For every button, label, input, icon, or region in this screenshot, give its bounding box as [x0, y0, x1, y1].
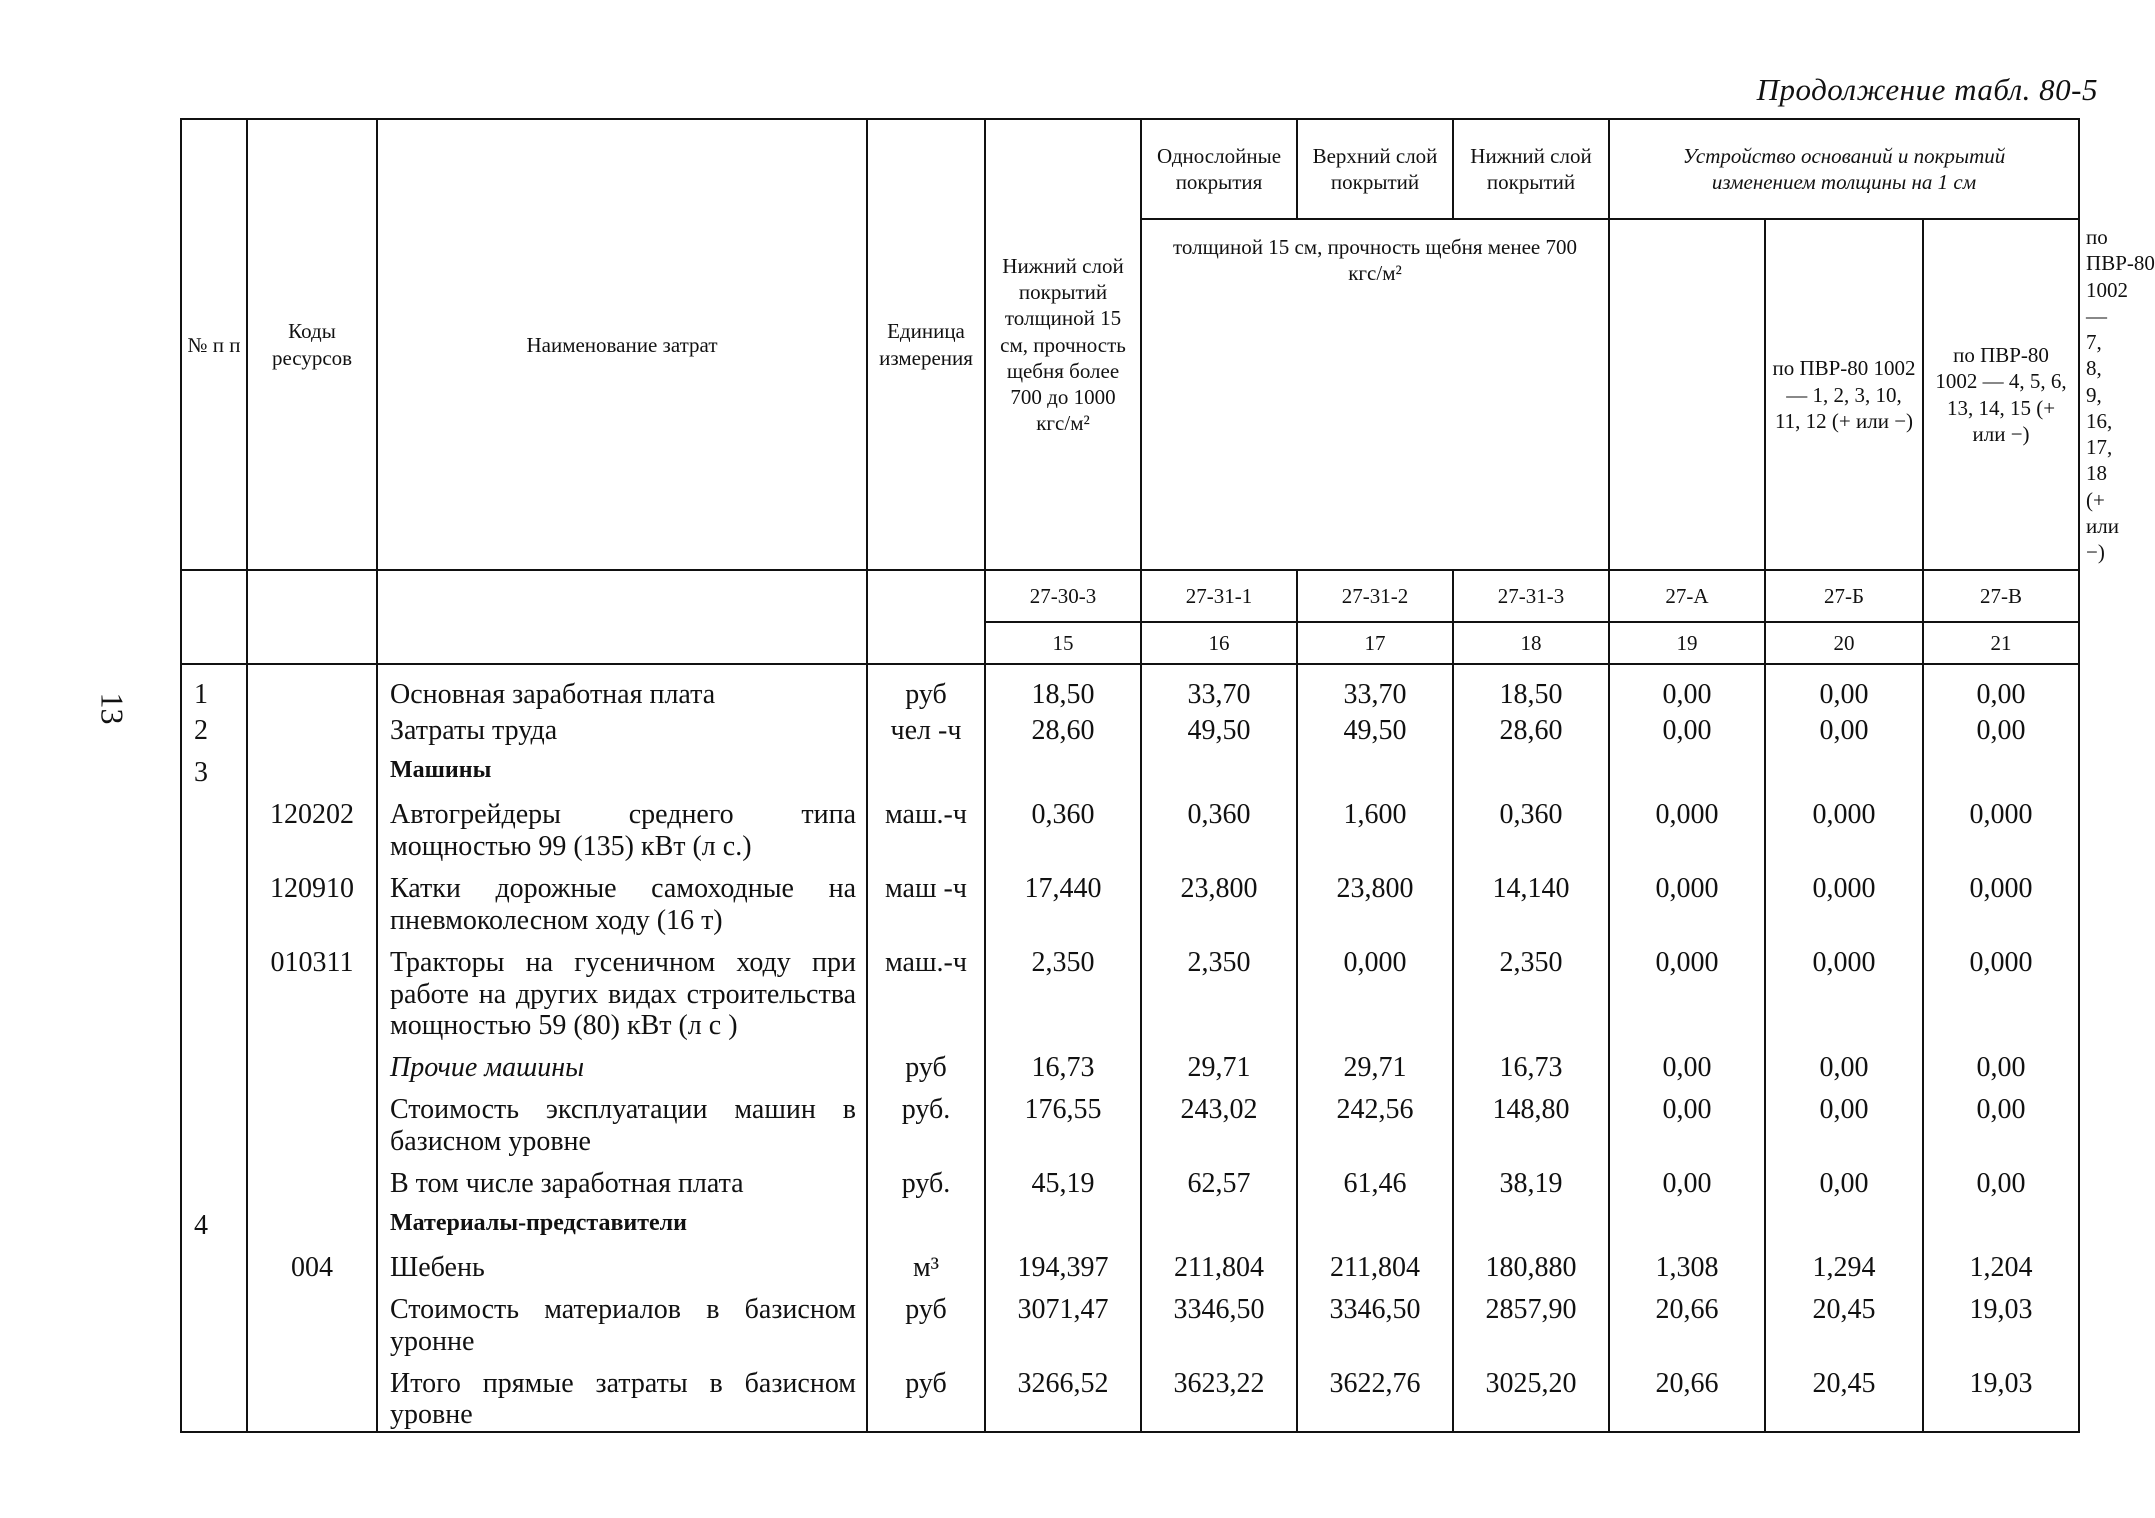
value-col-19: 0,00 [1609, 1158, 1765, 1200]
value-col-16: 33,70 [1141, 664, 1297, 711]
value-col-21: 1,204 [1923, 1242, 2079, 1284]
value-col-19: 0,00 [1609, 711, 1765, 747]
resource-code [247, 747, 377, 789]
filler-cell [1765, 1431, 1923, 1432]
table-row [181, 664, 2079, 711]
header-colnum-20: 20 [1765, 622, 1923, 664]
value-col-18: 18,50 [1453, 664, 1609, 711]
value-col-18 [1453, 747, 1609, 789]
value-col-20: 0,000 [1765, 937, 1923, 1043]
value-col-20: 0,00 [1765, 1084, 1923, 1158]
value-col-15: 45,19 [985, 1158, 1141, 1200]
value-col-17: 0,000 [1297, 937, 1453, 1043]
cost-name: Тракторы на гусеничном ходу при работе на других видах строительства мощностью 59 (80) кВт (л с ) [377, 937, 867, 1043]
value-col-18: 2,350 [1453, 937, 1609, 1043]
header-colnum-15: 15 [985, 622, 1141, 664]
unit: маш.-ч [867, 937, 985, 1043]
page-number: 13 [94, 692, 131, 725]
table-row [181, 1158, 2079, 1200]
value-col-18: 38,19 [1453, 1158, 1609, 1200]
value-col-15: 176,55 [985, 1084, 1141, 1158]
resource-code [247, 1084, 377, 1158]
value-col-21: 0,000 [1923, 937, 2079, 1043]
unit [867, 1200, 985, 1242]
value-col-18 [1453, 1200, 1609, 1242]
value-col-16 [1141, 747, 1297, 789]
unit: руб [867, 1284, 985, 1358]
unit: руб. [867, 1158, 985, 1200]
filler-cell [1141, 1431, 1297, 1432]
value-col-16: 23,800 [1141, 863, 1297, 937]
table-row [181, 1358, 2079, 1432]
value-col-18: 0,360 [1453, 789, 1609, 863]
value-col-21: 0,00 [1923, 1158, 2079, 1200]
cost-name: Катки дорожные самоходные на пневмоколесном ходу (16 т) [377, 863, 867, 937]
filler-cell [867, 1431, 985, 1432]
value-col-18: 28,60 [1453, 711, 1609, 747]
value-col-17: 61,46 [1297, 1158, 1453, 1200]
header-colnum-19: 19 [1609, 622, 1765, 664]
value-col-16: 211,804 [1141, 1242, 1297, 1284]
value-col-19: 0,000 [1609, 937, 1765, 1043]
resource-code [247, 1358, 377, 1432]
value-col-15: 3266,52 [985, 1358, 1141, 1432]
filler-cell [247, 1431, 377, 1432]
unit: руб [867, 1042, 985, 1084]
filler-row [181, 1431, 2079, 1432]
header-unit-cont [867, 570, 985, 664]
value-col-17: 1,600 [1297, 789, 1453, 863]
value-col-17: 211,804 [1297, 1242, 1453, 1284]
value-col-18: 16,73 [1453, 1042, 1609, 1084]
unit [867, 747, 985, 789]
value-col-21: 0,00 [1923, 711, 2079, 747]
header-name-cont [377, 570, 867, 664]
value-col-16: 3346,50 [1141, 1284, 1297, 1358]
value-col-15 [985, 747, 1141, 789]
resource-code [247, 664, 377, 711]
row-number [181, 937, 247, 1043]
filler-cell [1923, 1431, 2079, 1432]
value-col-17: 33,70 [1297, 664, 1453, 711]
table-row [181, 863, 2079, 937]
resource-code [247, 1158, 377, 1200]
cost-name: Шебень [377, 1242, 867, 1284]
unit: руб [867, 1358, 985, 1432]
header-codes-cont [247, 570, 377, 664]
row-number [181, 1158, 247, 1200]
table-row [181, 937, 2079, 1043]
unit: руб. [867, 1084, 985, 1158]
value-col-15: 18,50 [985, 664, 1141, 711]
cost-name: Машины [377, 747, 867, 789]
value-col-17: 29,71 [1297, 1042, 1453, 1084]
value-col-19 [1609, 747, 1765, 789]
value-col-16: 2,350 [1141, 937, 1297, 1043]
value-col-19: 20,66 [1609, 1284, 1765, 1358]
header-col20: по ПВР-80 1002 — 4, 5, 6, 13, 14, 15 (+ или −) [1923, 219, 2079, 570]
value-col-18: 180,880 [1453, 1242, 1609, 1284]
value-col-18: 3025,20 [1453, 1358, 1609, 1432]
unit: маш.-ч [867, 789, 985, 863]
value-col-20 [1765, 1200, 1923, 1242]
value-col-17: 3346,50 [1297, 1284, 1453, 1358]
row-number: 1 [181, 664, 247, 711]
table-row [181, 1084, 2079, 1158]
table-caption: Продолжение табл. 80-5 [1756, 72, 2098, 107]
resource-code: 120910 [247, 863, 377, 937]
filler-cell [985, 1431, 1141, 1432]
value-col-21 [1923, 1200, 2079, 1242]
header-unit: Единица измерения [867, 119, 985, 570]
header-col18: Нижний слой покрытий [1453, 119, 1609, 219]
value-col-15: 28,60 [985, 711, 1141, 747]
value-col-21: 0,00 [1923, 664, 2079, 711]
value-col-19: 0,00 [1609, 1084, 1765, 1158]
value-col-15: 2,350 [985, 937, 1141, 1043]
resource-code: 010311 [247, 937, 377, 1043]
unit: маш -ч [867, 863, 985, 937]
value-col-16: 49,50 [1141, 711, 1297, 747]
unit: руб [867, 664, 985, 711]
value-col-16: 62,57 [1141, 1158, 1297, 1200]
filler-cell [1609, 1431, 1765, 1432]
value-col-16: 29,71 [1141, 1042, 1297, 1084]
row-number [181, 1084, 247, 1158]
header-no: № п п [181, 119, 247, 570]
cost-name: Материалы-представители [377, 1200, 867, 1242]
value-col-17 [1297, 747, 1453, 789]
header-code-21: 27-В [1923, 570, 2079, 622]
table-body [181, 664, 2079, 1432]
header-col19: по ПВР-80 1002 — 1, 2, 3, 10, 11, 12 (+ или −) [1765, 219, 1923, 570]
value-col-15: 17,440 [985, 863, 1141, 937]
value-col-21: 0,00 [1923, 1042, 2079, 1084]
unit: чел -ч [867, 711, 985, 747]
table-row [181, 1284, 2079, 1358]
header-codes: Коды ресурсов [247, 119, 377, 570]
header-colnum-18: 18 [1453, 622, 1609, 664]
row-number: 2 [181, 711, 247, 747]
value-col-17 [1297, 1200, 1453, 1242]
resource-code [247, 1200, 377, 1242]
table-row [181, 789, 2079, 863]
cost-name: Затраты труда [377, 711, 867, 747]
row-number: 3 [181, 747, 247, 789]
header-colnum-21: 21 [1923, 622, 2079, 664]
header-colnum-16: 16 [1141, 622, 1297, 664]
value-col-20: 20,45 [1765, 1358, 1923, 1432]
cost-name: В том числе заработная плата [377, 1158, 867, 1200]
table-row [181, 1200, 2079, 1242]
value-col-18: 2857,90 [1453, 1284, 1609, 1358]
cost-name: Автогрейдеры среднего типа мощностью 99 (135) кВт (л с.) [377, 789, 867, 863]
value-col-21: 19,03 [1923, 1358, 2079, 1432]
value-col-20: 0,000 [1765, 863, 1923, 937]
value-col-20 [1765, 747, 1923, 789]
resource-code: 120202 [247, 789, 377, 863]
filler-cell [1453, 1431, 1609, 1432]
value-col-17: 242,56 [1297, 1084, 1453, 1158]
table-row [181, 1042, 2079, 1084]
header-code-19: 27-А [1609, 570, 1765, 622]
row-number [181, 1358, 247, 1432]
value-col-19: 1,308 [1609, 1242, 1765, 1284]
value-col-19: 0,000 [1609, 863, 1765, 937]
header-code-20: 27-Б [1765, 570, 1923, 622]
header-code-17: 27-31-2 [1297, 570, 1453, 622]
header-col18-cont [1609, 219, 1765, 570]
table-row [181, 711, 2079, 747]
value-col-17: 23,800 [1297, 863, 1453, 937]
cost-name: Стоимость эксплуатации машин в базисном уровне [377, 1084, 867, 1158]
row-number: 4 [181, 1200, 247, 1242]
value-col-16: 3623,22 [1141, 1358, 1297, 1432]
value-col-20: 0,00 [1765, 1042, 1923, 1084]
value-col-15: 0,360 [985, 789, 1141, 863]
value-col-17: 3622,76 [1297, 1358, 1453, 1432]
value-col-16: 243,02 [1141, 1084, 1297, 1158]
filler-cell [377, 1431, 867, 1432]
header-code-15: 27-30-3 [985, 570, 1141, 622]
table-row [181, 747, 2079, 789]
value-col-15: 194,397 [985, 1242, 1141, 1284]
value-col-19: 20,66 [1609, 1358, 1765, 1432]
table-row [181, 1242, 2079, 1284]
header-col17: Верхний слой покрытий [1297, 119, 1453, 219]
header-thickness-note: толщиной 15 см, прочность щебня менее 700 кгс/м² [1141, 219, 1609, 570]
value-col-19: 0,00 [1609, 664, 1765, 711]
header-change-group: Устройство оснований и покрытий изменением толщины на 1 см [1609, 119, 2079, 219]
value-col-20: 1,294 [1765, 1242, 1923, 1284]
cost-name: Итого прямые затраты в базисном уровне [377, 1358, 867, 1432]
header-colnum-17: 17 [1297, 622, 1453, 664]
row-number [181, 1042, 247, 1084]
value-col-19: 0,00 [1609, 1042, 1765, 1084]
value-col-17: 49,50 [1297, 711, 1453, 747]
value-col-19: 0,000 [1609, 789, 1765, 863]
header-no-cont [181, 570, 247, 664]
value-col-21 [1923, 747, 2079, 789]
row-number [181, 863, 247, 937]
value-col-20: 0,00 [1765, 711, 1923, 747]
cost-name: Стоимость материалов в базисном уронне [377, 1284, 867, 1358]
value-col-21: 0,000 [1923, 863, 2079, 937]
header-code-18: 27-31-3 [1453, 570, 1609, 622]
resource-code [247, 1042, 377, 1084]
value-col-20: 20,45 [1765, 1284, 1923, 1358]
value-col-20: 0,000 [1765, 789, 1923, 863]
cost-name: Прочие машины [377, 1042, 867, 1084]
value-col-20: 0,00 [1765, 1158, 1923, 1200]
row-number [181, 1284, 247, 1358]
resource-code: 004 [247, 1242, 377, 1284]
value-col-15 [985, 1200, 1141, 1242]
value-col-15: 3071,47 [985, 1284, 1141, 1358]
resource-code [247, 1284, 377, 1358]
value-col-21: 0,000 [1923, 789, 2079, 863]
value-col-18: 14,140 [1453, 863, 1609, 937]
header-col15: Нижний слой покрытий толщиной 15 см, прочность щебня более 700 до 1000 кгс/м² [985, 119, 1141, 570]
value-col-16 [1141, 1200, 1297, 1242]
filler-cell [1297, 1431, 1453, 1432]
value-col-16: 0,360 [1141, 789, 1297, 863]
value-col-15: 16,73 [985, 1042, 1141, 1084]
resource-code [247, 711, 377, 747]
cost-name: Основная заработная плата [377, 664, 867, 711]
value-col-21: 0,00 [1923, 1084, 2079, 1158]
value-col-19 [1609, 1200, 1765, 1242]
value-col-18: 148,80 [1453, 1084, 1609, 1158]
row-number [181, 789, 247, 863]
row-number [181, 1242, 247, 1284]
value-col-20: 0,00 [1765, 664, 1923, 711]
cost-table: № п п Коды ресурсов Наименование затрат Единица измерения Нижний слой покрытий толщиной 15 см, прочность щебня более 700 до 1000 кгс/м² Однослойные покрытия Верхний слой покрытий Нижний слой покрытий Устройство оснований и покрытий изменением толщины на 1 см толщиной 15 см, прочность щебня менее 700 кгс/м² по ПВР-80 1002 — 1, 2, 3, 10, 11, 12 (+ или −) по ПВР-80 1002 — 4, 5, 6, 13, 14, 15 (+ или −) по ПВР-80 1002 — 7, 8, 9, 16, 17, 18 (+ или −) 27-30-3 27-31-1 27-31-2 27-31-3 27-А 27-Б 27-В 15 16 17 18 19 20 21 1 Основная заработная плата руб 18,50 33,70 33,70 18,50 0,00 0,00 0,00 2 Затраты труда чел -ч 28,60 49,50 49,50 28,60 0,00 0,00 0,00 3 Машины 120202 Автогрейдеры среднего типа мощностью 99 (135) кВт (л с.) маш.-ч 0,360 0,360 1,600 0,360 0,000 0,000 0,000 120910 Катки дорожные самоходные на пневмоколесном ходу (16 т) маш -ч 17,440 23,800 23,800 14,140 0,000 0,000 0,000 010311 Тракторы на гусеничном ходу при работе на других видах строительства мощностью 59 (80) кВт (л с ) маш.-ч 2,350 2,350 0,000 2,350 0,000 0,000 0,000 Прочие машины руб 16,73 29,71 29,71 16,73 0,00 0,00 0,00 Стоимость эксплуатации машин в базисном уровне руб. 176,55 243,02 242,56 148,80 0,00 0,00 0,00 В том числе заработная плата руб. 45,19 62,57 61,46 38,19 0,00 0,00 0,00 4 Материалы-представители 004 Шебень м³ 194,397 211,804 211,804 180,880 1,308 1,294 1,204 Стоимость материалов в базисном уронне руб 3071,47 3346,50 3346,50 2857,90 20,66 20,45 19,03 Итого прямые затраты в базисном уровне руб 3266,52 3623,22 3622,76 3025,20 20,66 20,45 19,03 [180, 118, 2080, 1433]
header-col16: Однослойные покрытия [1141, 119, 1297, 219]
filler-cell [181, 1431, 247, 1432]
unit: м³ [867, 1242, 985, 1284]
header-name: Наименование затрат [377, 119, 867, 570]
header-code-16: 27-31-1 [1141, 570, 1297, 622]
value-col-21: 19,03 [1923, 1284, 2079, 1358]
